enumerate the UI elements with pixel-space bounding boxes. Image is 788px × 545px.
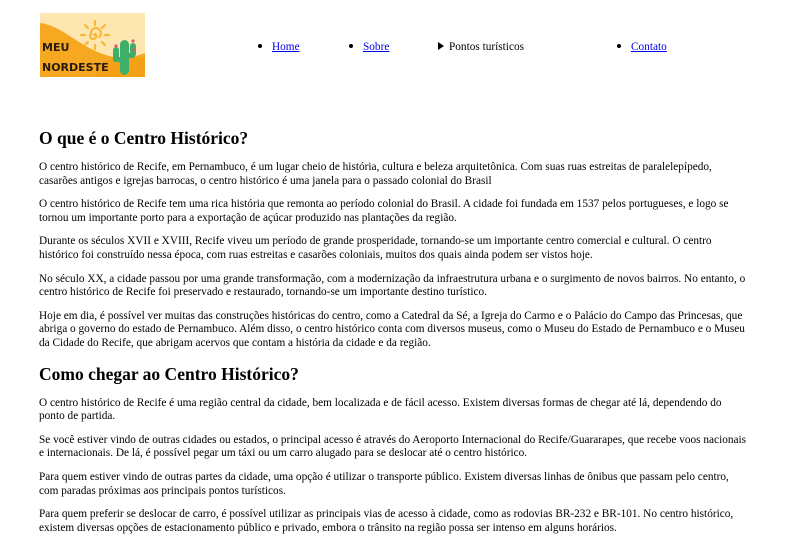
nav-summary-pontos-turisticos[interactable]: Pontos turísticos [449,41,525,53]
main-content [39,127,749,545]
nav-link-home[interactable]: Home [272,41,300,53]
bullet-icon [258,44,262,48]
paragraph: Para quem estiver vindo de outras partes da cidade, uma opção é utilizar o transporte público. Existem diversas linhas de ônibus que passam pelo centro, com paradas próximas aos principais pontos turísticos. [39,470,729,497]
nav-link-sobre[interactable]: Sobre [363,41,390,53]
bullet-icon [349,44,353,48]
logo-text-line1: MEU [42,41,70,54]
paragraph: No século XX, a cidade passou por uma grande transformação, com a modernização da infraestrutura urbana e o surgimento de novos bairros. No entanto, o centro histórico de Recife foi preservado e restaurado, tornando-se um importante destino turístico. [39,272,746,299]
section-o-que-e [39,127,749,351]
section-como-chegar [39,363,749,536]
section-title: O que é o Centro Histórico? [39,128,249,148]
nav-item-home [258,40,300,54]
disclosure-triangle-icon[interactable] [438,42,444,50]
paragraph: Durante os séculos XVII e XVIII, Recife viveu um período de grande prosperidade, tornando-se um importante centro comercial e cultural. O centro histórico foi construído nessa época, com ruas estreitas e casarões coloniais, muitos dos quais ainda podem ser vistos hoje. [39,235,712,261]
section-title: Como chegar ao Centro Histórico? [39,363,299,384]
nav-item-contato [617,40,667,54]
nav-link-contato[interactable]: Contato [631,41,667,53]
logo-text-line2: NORDESTE [42,61,109,74]
bullet-icon [617,44,621,48]
nav-item-sobre [349,40,389,54]
nav-item-pontos-turisticos[interactable] [438,40,524,54]
site-header [0,0,788,90]
paragraph: O centro histórico de Recife é uma região central da cidade, bem localizada e de fácil acesso. Existem diversas formas de chegar até lá, dependendo do ponto de partida. [39,396,722,423]
paragraph: Hoje em dia, é possível ver muitas das construções históricas do centro, como a Catedral da Sé, a Igreja do Carmo e o Palácio do Campo das Princesas, que abriga o governo do estado de Pernambuco. Além disso, o centro histórico conta com diversos museus, como o Museu do Estado de Pernambuco e o Museu da Cidade do Recife, que abrigam acervos que contam a história da cidade e da região. [39,309,745,349]
main-nav [0,40,788,56]
paragraph: O centro histórico de Recife tem uma rica história que remonta ao período colonial do Brasil. A cidade foi fundada em 1537 pelos portugueses, e logo se tornou um importante porto para a exportação de açúcar produzido nas plantações da região. [39,198,729,224]
paragraph: Se você estiver vindo de outras cidades ou estados, o principal acesso é através do Aeroporto Internacional do Recife/Guararapes, que recebe voos nacionais e internacionais. De lá, é possível pegar um táxi ou um carro alugado para se deslocar até o centro histórico. [39,433,747,460]
paragraph: O centro histórico de Recife, em Pernambuco, é um lugar cheio de história, cultura e beleza arquitetônica. Com suas ruas estreitas de paralelepípedo, casarões antigos e igrejas barrocas, o centro histórico é uma janela para o passado colonial do Brasil [39,161,712,187]
paragraph: Para quem preferir se deslocar de carro, é possível utilizar as principais vias de acesso à cidade, como as rodovias BR-232 e BR-101. No centro histórico, existem diversas opções de estacionamento público e privado, embora o trânsito na região possa ser intenso em alguns horários. [39,508,734,534]
